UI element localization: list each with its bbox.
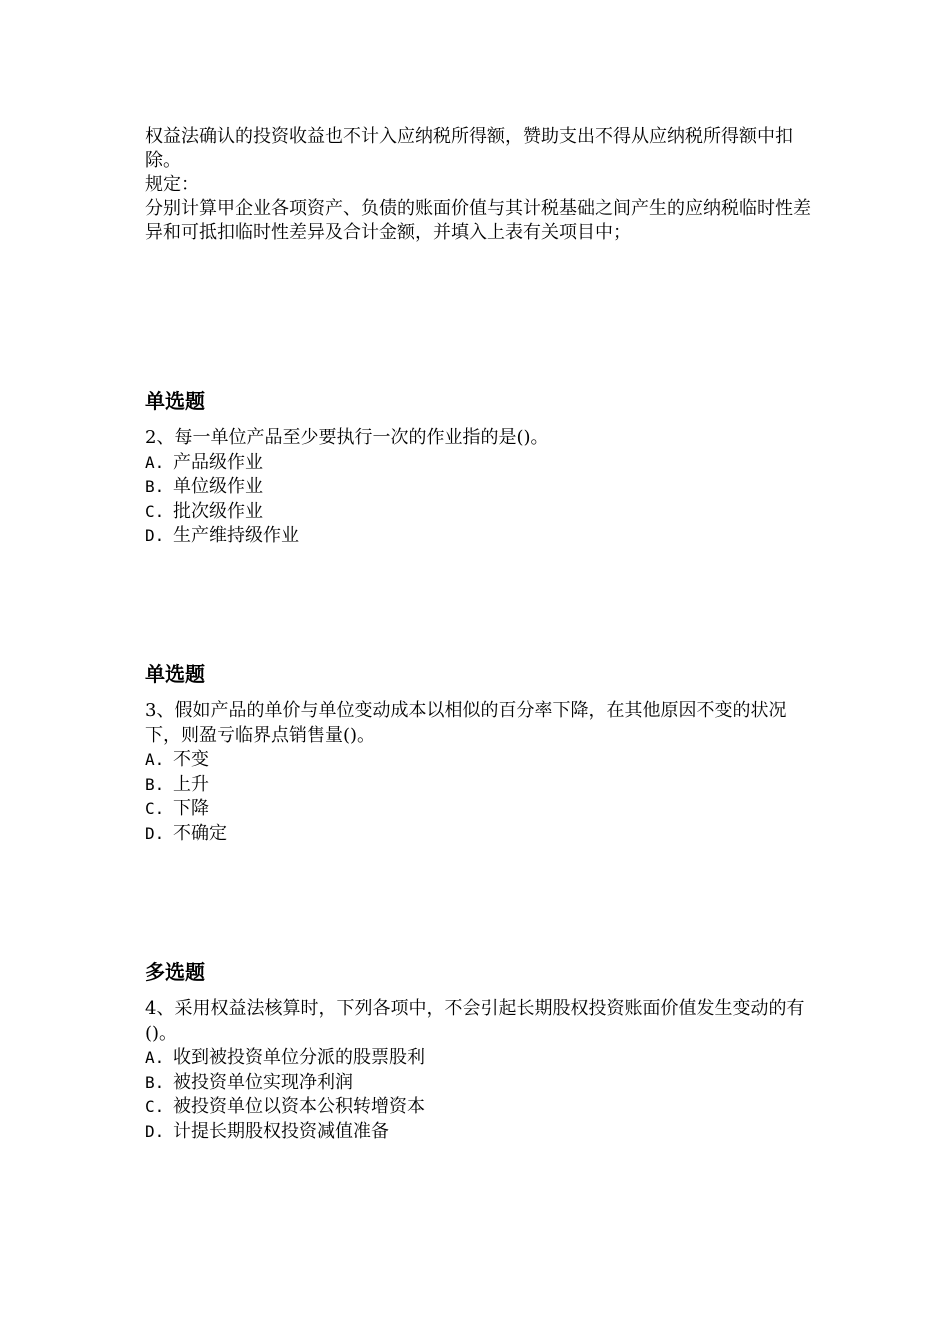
option-text: 单位级作业 xyxy=(173,476,263,497)
option-letter: B. xyxy=(145,1072,165,1092)
option-item xyxy=(145,475,815,500)
question-section xyxy=(145,388,815,549)
question-text: 3、假如产品的单价与单位变动成本以相似的百分率下降，在其他原因不变的状况下，则盈亏临界点销售量()。 xyxy=(145,700,787,746)
option-text: 下降 xyxy=(173,798,209,819)
option-item xyxy=(145,500,815,525)
option-item xyxy=(145,1046,815,1071)
option-text: 计提长期股权投资减值准备 xyxy=(173,1120,389,1142)
option-item xyxy=(145,1120,815,1145)
section-heading: 单选题 xyxy=(145,662,205,686)
question-text: 2、每一单位产品至少要执行一次的作业指的是()。 xyxy=(145,427,549,448)
option-item xyxy=(145,822,815,847)
option-item xyxy=(145,524,815,549)
option-item xyxy=(145,1095,815,1120)
option-letter: B. xyxy=(145,477,165,496)
option-letter: A. xyxy=(145,1048,165,1067)
option-text: 收到被投资单位分派的股票股利 xyxy=(173,1047,425,1068)
option-letter: C. xyxy=(145,1097,165,1116)
option-text: 批次级作业 xyxy=(173,500,263,522)
option-item xyxy=(145,773,815,798)
option-letter: C. xyxy=(145,799,165,818)
option-text: 被投资单位实现净利润 xyxy=(173,1071,353,1093)
option-text: 不变 xyxy=(173,749,209,770)
option-text: 生产维持级作业 xyxy=(173,525,299,546)
option-text: 不确定 xyxy=(173,822,227,844)
option-item xyxy=(145,748,815,773)
option-letter: D. xyxy=(145,1121,165,1141)
option-letter: A. xyxy=(145,452,165,472)
intro-paragraph: 权益法确认的投资收益也不计入应纳税所得额，赞助支出不得从应纳税所得额中扣除。 xyxy=(145,126,793,171)
intro-block xyxy=(145,125,815,245)
section-heading: 多选题 xyxy=(145,960,205,984)
section-heading: 单选题 xyxy=(145,389,205,413)
option-text: 产品级作业 xyxy=(173,451,263,473)
option-letter: A. xyxy=(145,750,165,769)
option-item xyxy=(145,797,815,822)
option-letter: D. xyxy=(145,823,165,843)
option-item xyxy=(145,451,815,476)
intro-requirement: 分别计算甲企业各项资产、负债的账面价值与其计税基础之间产生的应纳税临时性差异和可抵扣临时性差异及合计金额，并填入上表有关项目中； xyxy=(145,198,811,243)
option-letter: B. xyxy=(145,774,165,794)
option-item xyxy=(145,1071,815,1096)
question-section xyxy=(145,661,815,846)
intro-label: 规定： xyxy=(145,174,199,195)
option-text: 被投资单位以资本公积转增资本 xyxy=(173,1096,425,1117)
question-text: 4、采用权益法核算时，下列各项中，不会引起长期股权投资账面价值发生变动的有()。 xyxy=(145,998,805,1044)
option-text: 上升 xyxy=(173,773,209,795)
question-section xyxy=(145,959,815,1144)
option-letter: D. xyxy=(145,526,165,545)
option-letter: C. xyxy=(145,501,165,521)
